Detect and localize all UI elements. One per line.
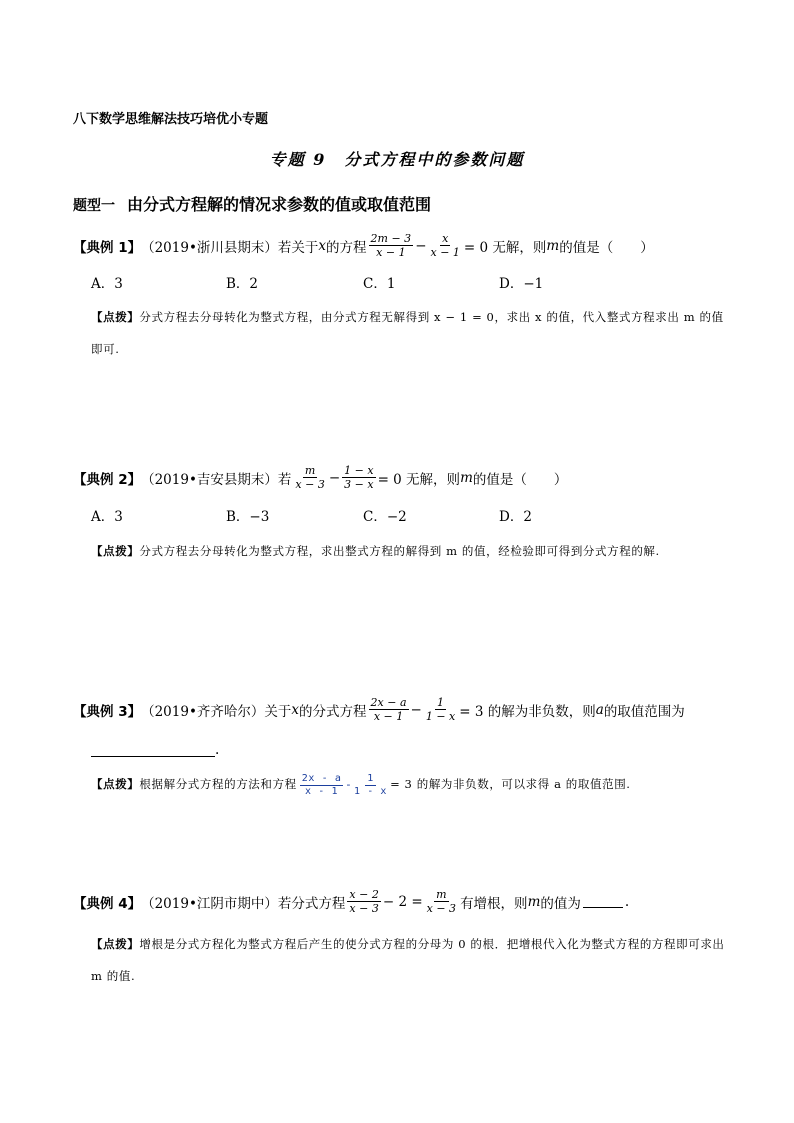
example-4-source: （2019•江阴市期中）若分式方程: [141, 895, 346, 912]
hint-fraction-2-numerator: 1: [367, 772, 374, 784]
fraction-2-denominator: 1 − x: [425, 710, 456, 723]
fraction-2-denominator: x − 1: [430, 246, 460, 259]
example-4-tag: 【典例 4】: [73, 895, 142, 912]
fraction-2: [424, 696, 457, 723]
example-1-tag: 【典例 1】: [73, 239, 142, 256]
example-2-question: [73, 464, 567, 491]
topic-heading: [73, 192, 431, 215]
fraction-1: [347, 888, 380, 915]
equation-text: = 3 的解为非负数，则: [459, 703, 596, 720]
minus-sign: −: [328, 469, 341, 486]
fraction-1-numerator: m: [304, 464, 316, 477]
fraction-1-numerator: x − 2: [349, 888, 379, 901]
example-3-source: （2019•齐齐哈尔）关于: [141, 703, 292, 720]
hint-fraction-2-denominator: 1 - x: [353, 785, 388, 797]
equation-text: = 0 无解，则: [463, 239, 547, 256]
example-4-hint: [91, 928, 731, 992]
topic-label: 题型一: [73, 198, 115, 214]
fraction-2-numerator: 1: [437, 696, 445, 709]
fraction-1: [369, 232, 414, 259]
hint-fraction-1: [300, 773, 344, 798]
fraction-2-denominator: 3 − x: [344, 478, 374, 491]
example-1-source: （2019•浙川县期末）若关于: [141, 239, 319, 256]
fraction-2: [425, 888, 458, 915]
option-b: B．2: [226, 276, 259, 292]
example-2-options: [0, 505, 794, 525]
page-title: 专题 9 分式方程中的参数问题: [269, 150, 525, 169]
hint-fraction-1-denominator: x - 1: [305, 785, 339, 797]
fraction-2: [342, 464, 375, 491]
example-3-hint: [91, 770, 731, 798]
var-m: m: [460, 469, 473, 486]
fraction-1: [293, 464, 326, 491]
fraction-2-denominator: x − 3: [426, 902, 457, 915]
fraction-1: [369, 696, 409, 723]
hint-post: = 3 的解为非负数，可以求得 a 的取值范围.: [390, 777, 631, 791]
example-2-hint: [91, 535, 731, 567]
hint-tag: 【点拨】: [91, 310, 140, 324]
hint-minus: -: [346, 777, 351, 791]
fraction-1-denominator: x − 3: [295, 478, 325, 491]
example-1-question: [73, 232, 654, 259]
hint-text: 增根是分式方程化为整式方程后产生的使分式方程的分母为 0 的根．把增根代入化为整式方程的方程即可求出 m 的值.: [91, 937, 725, 983]
hint-pre: 根据解分式方程的方法和方程: [139, 777, 297, 791]
topic-text: 由分式方程解的情况求参数的值或取值范围: [127, 195, 432, 214]
question-tail: 的取值范围为: [603, 703, 685, 720]
var-x: x: [318, 237, 327, 254]
question-tail: 的值是（ ）: [559, 239, 654, 256]
fraction-2: [429, 232, 462, 259]
document-header: 八下数学思维解法技巧培优小专题: [73, 112, 269, 127]
period: .: [215, 742, 220, 758]
var-m: m: [527, 893, 541, 910]
answer-blank[interactable]: [91, 744, 215, 757]
hint-tag: 【点拨】: [91, 544, 140, 558]
example-3-answer-line: [91, 742, 219, 758]
minus-sign: −: [410, 701, 422, 718]
fraction-1-numerator: 2m − 3: [370, 232, 412, 245]
fraction-2-numerator: 1 − x: [344, 464, 374, 477]
option-c: C．−2: [363, 509, 407, 525]
equation-text: = 0 无解，则: [377, 471, 461, 488]
example-2-source: （2019•吉安县期末）若: [141, 471, 292, 488]
question-tail: 的值是（ ）: [472, 471, 568, 488]
option-d: D．2: [499, 509, 532, 525]
equation-mid: − 2 =: [382, 893, 423, 910]
var-a: a: [595, 701, 604, 718]
question-tail-1: 有增根，则: [460, 895, 528, 912]
question-tail-2: 的值为: [540, 895, 581, 912]
option-c: C．1: [363, 276, 396, 292]
example-3-question: [73, 696, 685, 723]
period: .: [624, 893, 630, 910]
hint-fraction-2: [354, 773, 387, 798]
hint-text: 分式方程去分母转化为整式方程，由分式方程无解得到 x − 1 = 0，求出 x 的值，代入整式方程求出 m 的值即可.: [91, 310, 724, 356]
example-1-options: [0, 272, 794, 292]
var-x: x: [291, 701, 300, 718]
example-3-tag: 【典例 3】: [73, 703, 142, 720]
hint-tag: 【点拨】: [91, 777, 140, 791]
option-a: A．3: [91, 276, 123, 292]
text-mid: 的分式方程: [299, 703, 367, 720]
hint-text: 分式方程去分母转化为整式方程，求出整式方程的解得到 m 的值，经检验即可得到分式方程的解.: [139, 544, 660, 558]
option-d: D．−1: [499, 276, 544, 292]
fraction-1-denominator: x − 3: [349, 902, 379, 915]
fraction-2-numerator: x: [442, 232, 449, 245]
fraction-2-numerator: m: [436, 888, 447, 901]
example-1-hint: [91, 301, 731, 365]
text-mid: 的方程: [326, 239, 367, 256]
hint-tag: 【点拨】: [91, 937, 140, 951]
example-4-question: [73, 888, 629, 915]
answer-blank[interactable]: [583, 895, 623, 908]
option-b: B．−3: [226, 509, 270, 525]
minus-sign: −: [415, 237, 427, 254]
fraction-1-denominator: x − 1: [376, 246, 406, 259]
hint-fraction-1-numerator: 2x - a: [301, 772, 342, 784]
example-2-tag: 【典例 2】: [73, 471, 142, 488]
fraction-1-numerator: 2x − a: [370, 696, 407, 709]
var-m: m: [546, 237, 560, 254]
fraction-1-denominator: x − 1: [373, 710, 404, 723]
option-a: A．3: [91, 509, 123, 525]
